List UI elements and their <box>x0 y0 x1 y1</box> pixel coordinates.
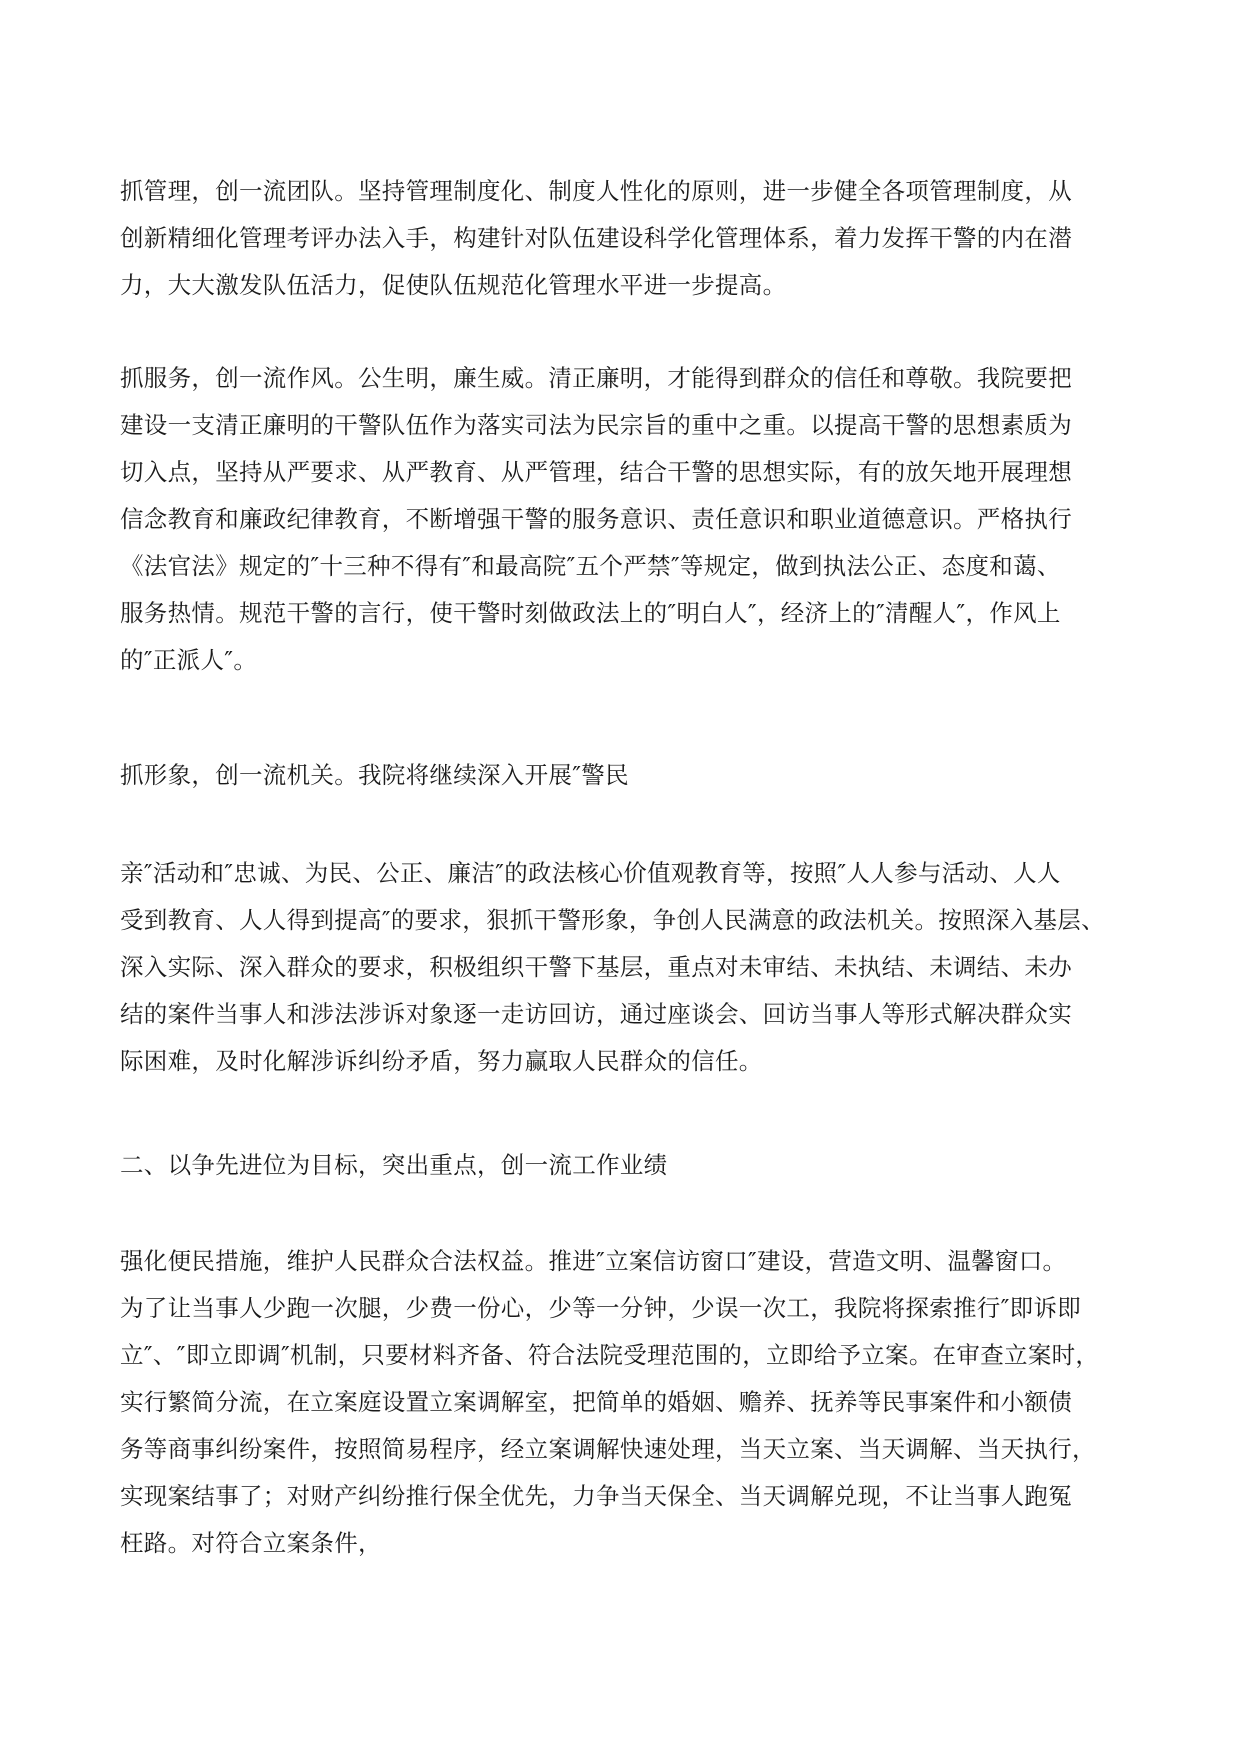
section-heading: 二、以争先进位为目标，突出重点，创一流工作业绩 <box>120 1151 668 1179</box>
paragraph-image-body: 亲″活动和″忠诚、为民、公正、廉洁″的政法核心价值观教育等，按照″人人参与活动、人人 受到教育、人人得到提高″的要求，狠抓干警形象，争创人民满意的政法机关。按照深入基层、 深入实际、深入群众的要求，积极组织干警下基层，重点对未审结、未执结、未调结、未办 结的案件当事人和涉法涉诉对象逐一走访回访，通过座谈会、回访当事人等形式解决群众实 际困难，及时化解涉诉纠纷矛盾，努力赢取人民群众的信任。 <box>120 859 1105 1075</box>
paragraph-service: 抓服务，创一流作风。公生明，廉生威。清正廉明，才能得到群众的信任和尊敬。我院要把 建设一支清正廉明的干警队伍作为落实司法为民宗旨的重中之重。以提高干警的思想素质为 切入点，坚持从严要求、从严教育、从严管理，结合干警的思想实际，有的放矢地开展理想 信念教育和廉政纪律教育，不断增强干警的服务意识、责任意识和职业道德意识。严格执行 《法官法》规定的″十三种不得有″和最高院″五个严禁″等规定，做到执法公正、态度和蔼、 服务热情。规范干警的言行，使干警时刻做政法上的″明白人″，经济上的″清醒人″，作风上 的″正派人″。 <box>120 364 1072 674</box>
paragraph-convenience-measures: 强化便民措施，维护人民群众合法权益。推进″立案信访窗口″建设，营造文明、温馨窗口。 为了让当事人少跑一次腿，少费一份心，少等一分钟，少误一次工，我院将探索推行″即诉即 立″、″即立即调″机制，只要材料齐备、符合法院受理范围的，立即给予立案。在审查立案时， 实行繁简分流，在立案庭设置立案调解室，把简单的婚姻、赡养、抚养等民事案件和小额债 务等商事纠纷案件，按照简易程序，经立案调解快速处理，当天立案、当天调解、当天执行， 实现案结事了；对财产纠纷推行保全优先，力争当天保全、当天调解兑现，不让当事人跑冤 枉路。对符合立案条件， <box>120 1247 1100 1557</box>
paragraph-image-heading: 抓形象，创一流机关。我院将继续深入开展″警民 <box>120 761 629 789</box>
paragraph-management: 抓管理，创一流团队。坚持管理制度化、制度人性化的原则，进一步健全各项管理制度，从 创新精细化管理考评办法入手，构建针对队伍建设科学化管理体系，着力发挥干警的内在潜 力，大大激发队伍活力，促使队伍规范化管理水平进一步提高。 <box>120 177 1072 299</box>
